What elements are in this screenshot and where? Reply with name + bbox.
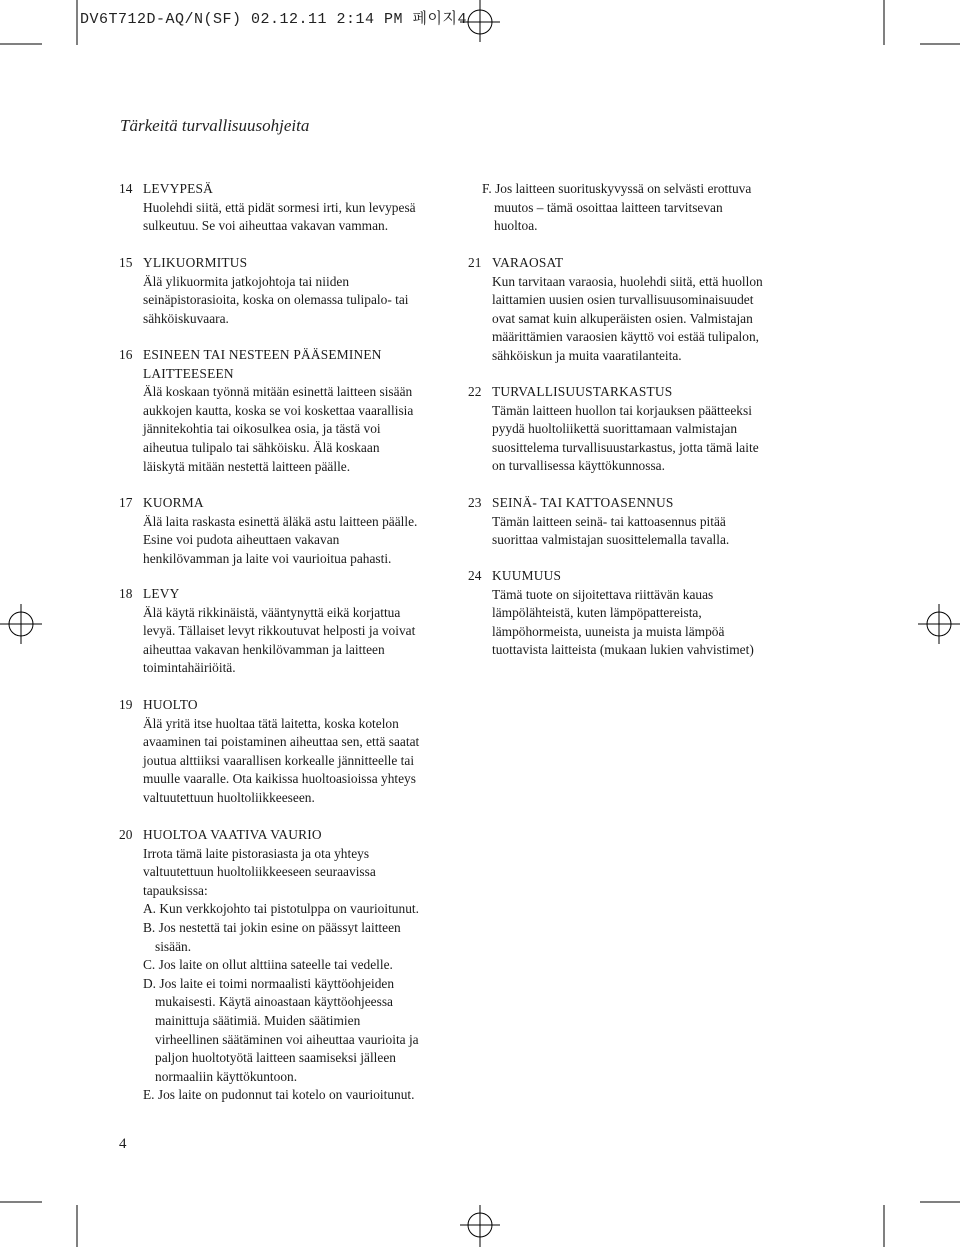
item-text-line: suosittelema turvallisuustarkastus, jotta tämä laite bbox=[492, 439, 759, 455]
item-number: 16 bbox=[119, 347, 133, 362]
item-text-line: toimintahäiriöitä. bbox=[143, 660, 236, 676]
item-heading: LEVY bbox=[143, 586, 180, 601]
item-text-line: valtuutettuun huoltoliikkeeseen. bbox=[143, 789, 315, 805]
item-text-line: levyä. Tällaiset levyt rikkoutuvat helposti ja voivat bbox=[143, 623, 416, 639]
item-text-line: sähköiskun ja muita vaaratilanteita. bbox=[492, 347, 682, 363]
subitem-b-continued: sisään. bbox=[155, 938, 192, 954]
item-text-line: lämpölähteistä, kuten lämpöpattereista, bbox=[492, 605, 702, 621]
item-heading: YLIKUORMITUS bbox=[143, 255, 248, 270]
item-heading: VARAOSAT bbox=[492, 255, 564, 270]
item-text-line: Irrota tämä laite pistorasiasta ja ota yhteys bbox=[143, 845, 370, 861]
item-text-line: joutua alttiiksi vaarallisen korkealle jännitteelle tai bbox=[143, 752, 415, 768]
item-heading-continued: LAITTEESEEN bbox=[143, 365, 234, 381]
subitem-d-continued: normaaliin käyttökuntoon. bbox=[155, 1068, 298, 1084]
item-text-line: pyydä huoltoliikettä suorittamaan valmistajan bbox=[492, 421, 738, 437]
item-text-line: henkilövamman ja laite voi vaurioitua pahasti. bbox=[143, 550, 392, 566]
item-heading: TURVALLISUUSTARKASTUS bbox=[492, 384, 673, 399]
item-number: 23 bbox=[468, 495, 482, 510]
item-text-line: muulle vaaralle. Ota kaikissa huoltoasioissa yhteys bbox=[143, 771, 416, 787]
item-text-line: valtuutettuun huoltoliikkeeseen seuraavissa bbox=[143, 864, 376, 880]
item-text-line: laittamien uusien osien turvallisuusominaisuudet bbox=[492, 292, 754, 308]
subitem-a: A. Kun verkkojohto tai pistotulppa on vaurioitunut. bbox=[143, 901, 419, 917]
registration-mark-right bbox=[918, 604, 960, 644]
registration-mark-left bbox=[0, 604, 42, 644]
item-heading: HUOLTOA VAATIVA VAURIO bbox=[143, 827, 322, 842]
item-text-line: suorittaa valmistajan suosittelemalla tavalla. bbox=[492, 532, 730, 548]
item-number: 19 bbox=[119, 697, 133, 712]
item-heading: HUOLTO bbox=[143, 697, 198, 712]
item-text-line: Esine voi pudota aiheuttaen vakavan bbox=[143, 532, 340, 548]
item-heading: ESINEEN TAI NESTEEN PÄÄSEMINEN bbox=[143, 347, 382, 362]
subitem-d-continued: virheellinen säätäminen voi aiheuttaa vaurioita ja bbox=[155, 1031, 419, 1047]
item-number: 22 bbox=[468, 384, 482, 399]
subitem-f-line: muutos – tämä osoittaa laitteen tarvitsevan bbox=[494, 199, 723, 215]
item-text-line: on turvallisessa käyttökunnossa. bbox=[492, 458, 665, 474]
page-number: 4 bbox=[119, 1136, 127, 1152]
item-text-line: jännitekohtia tai oikosulkea osia, ja tästä voi bbox=[143, 421, 381, 437]
item-number: 18 bbox=[119, 586, 133, 601]
item-text-line: tuottavista laitteista (mukaan lukien vahvistimet) bbox=[492, 642, 754, 658]
item-heading: LEVYPESÄ bbox=[143, 181, 214, 196]
item-number: 17 bbox=[119, 495, 133, 510]
item-heading: KUUMUUS bbox=[492, 568, 562, 583]
subitem-d-continued: mukaisesti. Käytä ainoastaan käyttöohjeessa bbox=[155, 994, 393, 1010]
subitem-e: E. Jos laite on pudonnut tai kotelo on vaurioitunut. bbox=[143, 1087, 415, 1103]
section-title: Tärkeitä turvallisuusohjeita bbox=[120, 116, 310, 135]
item-text-line: läiskytä mitään nestettä laitteen päälle. bbox=[143, 458, 351, 474]
subitem-c: C. Jos laite on ollut alttiina sateelle tai vedelle. bbox=[143, 957, 393, 973]
subitem-f-line: F. Jos laitteen suorituskyvyssä on selvästi erottuva bbox=[482, 181, 752, 196]
item-number: 20 bbox=[119, 827, 133, 842]
item-number: 15 bbox=[119, 255, 133, 270]
item-text-line: Älä koskaan työnnä mitään esinettä laitteen sisään bbox=[143, 384, 413, 400]
subitem-b: B. Jos nestettä tai jokin esine on päässyt laitteen bbox=[143, 919, 401, 935]
item-number: 14 bbox=[119, 181, 133, 196]
subitem-d: D. Jos laite ei toimi normaalisti käyttöohjeiden bbox=[143, 975, 395, 991]
item-text-line: sulkeutuu. Se voi aiheuttaa vakavan vamman. bbox=[143, 218, 389, 234]
subitem-d-continued: paljon huoltotyötä laitteen saamiseksi jälleen bbox=[155, 1050, 396, 1066]
item-number: 24 bbox=[468, 568, 482, 583]
item-text-line: Huolehdi siitä, että pidät sormesi irti, kun levypesä bbox=[143, 199, 416, 215]
registration-mark-top bbox=[460, 0, 500, 42]
item-text-line: aiheuttaa vakavan henkilövamman ja laitteen bbox=[143, 641, 385, 657]
item-text-line: aukkojen kautta, koska se voi koskettaa vaarallisia bbox=[143, 402, 414, 418]
subitem-d-continued: mainittuja säätimiä. Muiden säätimien bbox=[155, 1012, 361, 1028]
item-text-line: Tämän laitteen huollon tai korjauksen päätteeksi bbox=[492, 402, 752, 418]
item-text-line: Älä käytä rikkinäistä, vääntynyttä eikä korjattua bbox=[143, 604, 401, 620]
item-text-line: määrittämien varaosien käyttö voi estää tulipalon, bbox=[492, 329, 759, 345]
item-text-line: Tämä tuote on sijoitettava riittävän kauas bbox=[492, 586, 714, 602]
item-heading: SEINÄ- TAI KATTOASENNUS bbox=[492, 495, 674, 510]
print-header: DV6T712D-AQ/N(SF) 02.12.11 2:14 PM 페이지4 bbox=[80, 11, 468, 28]
item-text-line: Älä ylikuormita jatkojohtoja tai niiden bbox=[143, 273, 350, 289]
item-text-line: Kun tarvitaan varaosia, huolehdi siitä, että huollon bbox=[492, 273, 763, 289]
item-number: 21 bbox=[468, 255, 482, 270]
item-text-line: lämpöhormeista, uuneista ja muista lämpöä bbox=[492, 623, 725, 639]
item-text-line: aiheutua tulipalo tai sähköisku. Älä koskaan bbox=[143, 439, 380, 455]
item-text-line: Älä laita raskasta esinettä äläkä astu laitteen päälle. bbox=[143, 513, 418, 529]
item-text-line: Älä yritä itse huoltaa tätä laitetta, koska kotelon bbox=[143, 715, 399, 731]
item-text-line: sähköiskuvaara. bbox=[143, 310, 229, 326]
item-text-line: Tämän laitteen seinä- tai kattoasennus pitää bbox=[492, 513, 726, 529]
item-heading: KUORMA bbox=[143, 495, 204, 510]
subitem-f-line: huoltoa. bbox=[494, 218, 538, 234]
registration-mark-bottom bbox=[460, 1205, 500, 1247]
item-text-line: avaaminen tai poistaminen aiheuttaa sen, että saatat bbox=[143, 734, 420, 750]
item-text-line: seinäpistorasioita, koska on olemassa tulipalo- tai bbox=[143, 292, 409, 308]
item-text-line: ovat samat kuin alkuperäisten osien. Valmistajan bbox=[492, 310, 753, 326]
item-text-line: tapauksissa: bbox=[143, 882, 208, 898]
